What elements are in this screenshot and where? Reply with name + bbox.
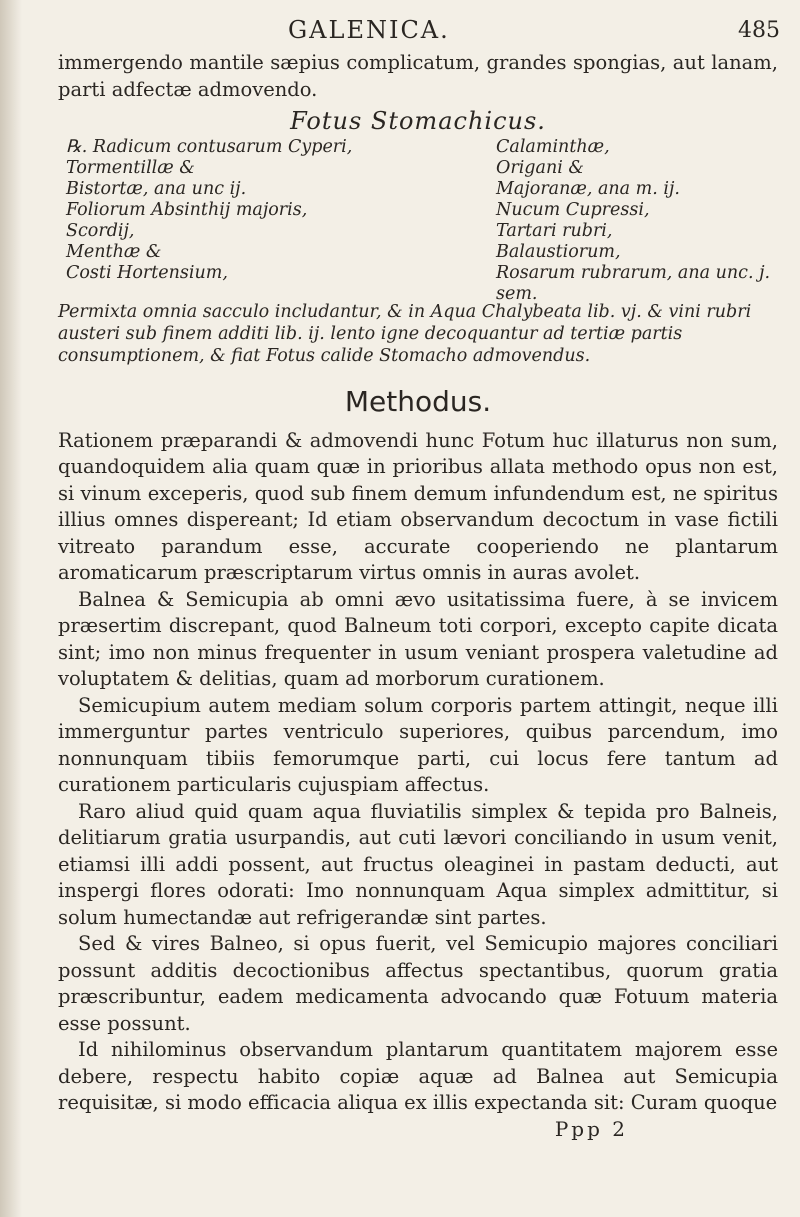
- paragraph: Semicupium autem mediam solum corporis partem attingit, neque illi immerguntur partes ventriculo superiores, quibus parcendum, imo nonnunquam tibiis femorumque parti, cui locus fere tantum ad curationem particularis cujuspiam affectus.: [58, 693, 778, 796]
- paragraph: Sed & vires Balneo, si opus fuerit, vel Semicupio majores conciliari possunt additis decoctionibus affectus spectantibus, quorum gratia præscribuntur, eadem medicamenta advocando quæ Fotuum materia esse possunt.: [58, 932, 778, 1035]
- recipe-line: Nucum Cupressi,: [496, 200, 650, 220]
- recipe-line: Origani &: [496, 158, 584, 178]
- running-title: GALENICA.: [288, 16, 450, 44]
- page-body: [58, 50, 778, 1141]
- recipe-line: Majoranæ, ana m. ij.: [496, 179, 680, 199]
- paragraph: Raro aliud quid quam aqua fluviatilis simplex & tepida pro Balneis, delitiarum gratia usurpandis, aut cuti lævori conciliando in usum venit, etiamsi illi addi possent, aut fructus oleaginei in pastam deducti, aut inspergi flores odorati: Imo nonnunquam Aqua simplex admittitur, si solum humectandæ aut refrigerandæ sint partes.: [58, 799, 778, 929]
- page-number: 485: [738, 18, 780, 43]
- recipe-line: Bistortæ, ana unc ij.: [66, 179, 247, 199]
- signature-mark: Ppp 2: [554, 1116, 628, 1141]
- recipe-left-column: [66, 137, 446, 284]
- page-header: [0, 16, 800, 46]
- methodus-text: [58, 428, 778, 1117]
- paragraph: Rationem præparandi & admovendi hunc Fotum huc illaturus non sum, quandoquidem alia quam quæ in prioribus allata methodo opus non est, si vinum exceperis, quod sub finem demum infundendum est, ne spiritus illius omnes dispereant; Id etiam observandum decoctum in vase fictili vitreato parandum esse, accurate cooperiendo ne plantarum aromaticarum præscriptarum virtus omnis in auras avolet.: [58, 428, 778, 584]
- recipe-right-column: [496, 137, 776, 305]
- recipe-instructions: Permixta omnia sacculo includantur, & in Aqua Chalybeata lib. vj. & vini rubri austeri sub finem additi lib. ij. lento igne decoquantur ad tertiæ partis consumptionem, & fiat Fotus calide Stomacho admovendus.: [58, 302, 752, 366]
- section-heading: Methodus.: [344, 384, 492, 418]
- recipe-line: ℞. Radicum contusarum Cyperi,: [66, 137, 353, 157]
- paragraph: Id nihilominus observandum plantarum quantitatem majorem esse debere, respectu habito copiæ aquæ ad Balnea aut Semicupia requisitæ, si modo efficacia aliqua ex illis expectanda sit: Curam quoque: [58, 1038, 778, 1114]
- recipe-line: Rosarum rubrarum, ana unc. j. sem.: [496, 263, 771, 304]
- recipe-line: Costi Hortensium,: [66, 263, 228, 283]
- recipe-line: Calaminthæ,: [496, 137, 610, 157]
- recipe-block: [58, 137, 778, 323]
- recipe-line: Foliorum Absinthij majoris,: [66, 200, 308, 220]
- recipe-line: Tartari rubri,: [496, 221, 613, 241]
- recipe-line: Tormentillæ &: [66, 158, 195, 178]
- recipe-line: Menthæ &: [66, 242, 162, 262]
- paragraph: Balnea & Semicupia ab omni ævo usitatissima fuere, à se invicem præsertim discrepant, quod Balneum toti corpori, excepto capite dicata sint; imo non minus frequenter in usum veniant prospera valetudine ad voluptatem & delitias, quam ad morborum curationem.: [58, 587, 778, 690]
- opening-text: immergendo mantile sæpius complicatum, grandes spongias, aut lanam, parti adfectæ admovendo.: [58, 51, 778, 101]
- recipe-line: Balaustiorum,: [496, 242, 621, 262]
- recipe-line: Scordij,: [66, 221, 135, 241]
- recipe-title: Fotus Stomachicus.: [290, 107, 546, 135]
- page-gutter-shadow: [0, 0, 22, 1217]
